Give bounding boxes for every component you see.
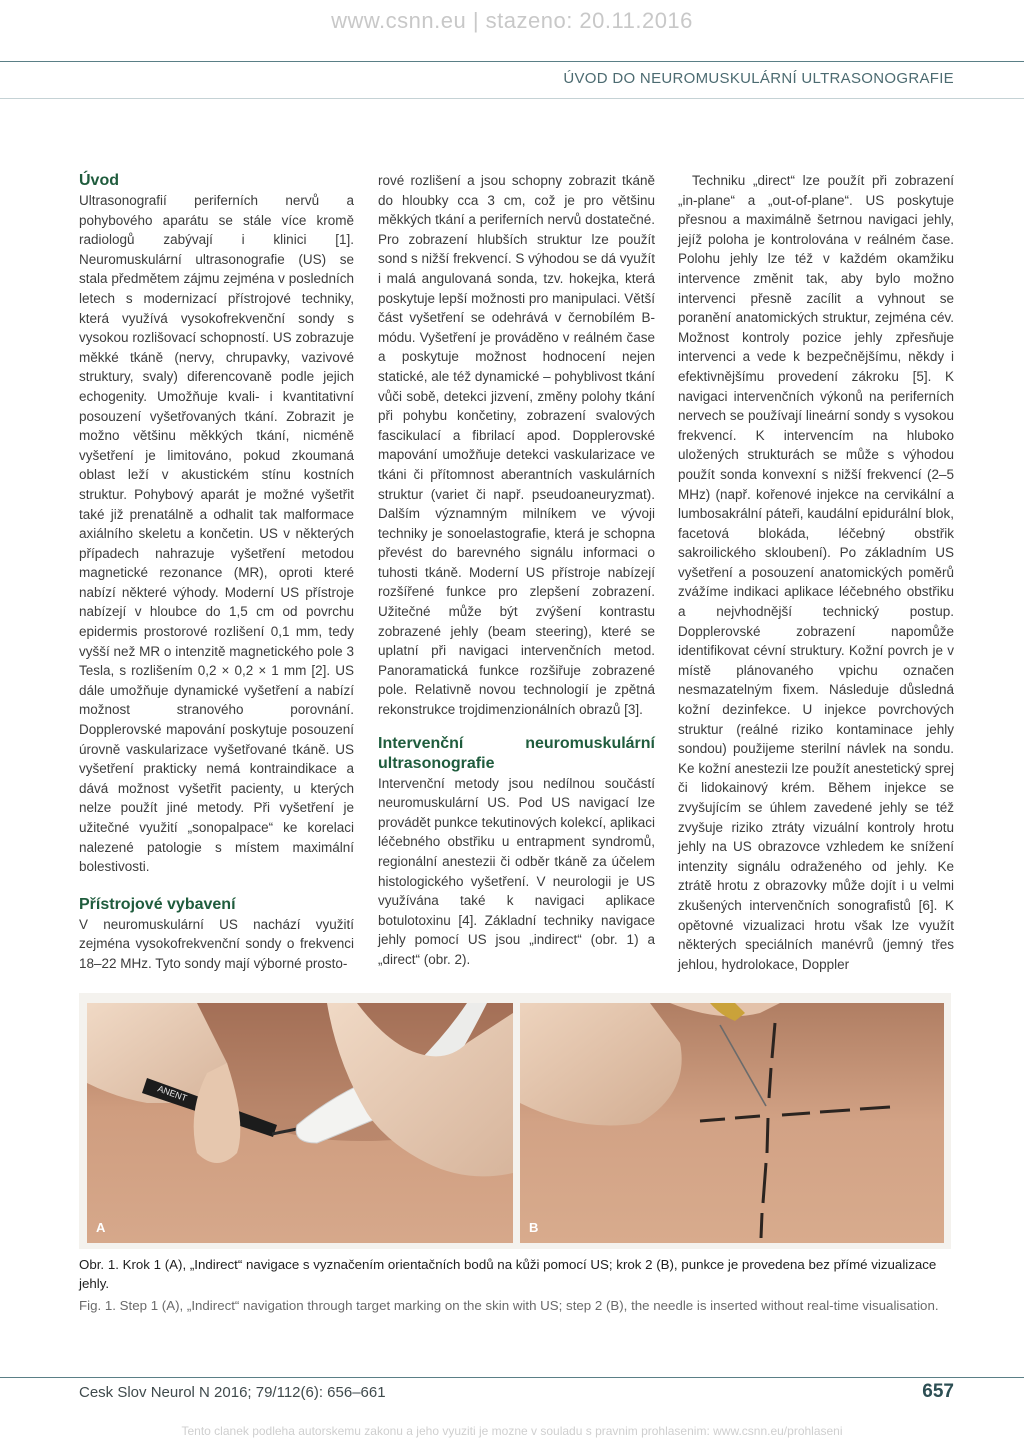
- paragraph-pristrojove-part1: V neuromuskulární US nachází využití zejména vysokofrekvenční sondy o frekvenci 18–22 MHz. Tyto sondy mají výborné prosto-: [79, 916, 354, 971]
- header-rule: [0, 61, 1024, 62]
- left-hand: [520, 1003, 682, 1126]
- footer-rule: [0, 1377, 1024, 1378]
- paragraph-intervencni-part1: Intervenční metody jsou nedílnou součástí neuromuskulární US. Pod US navigací lze provádět punkce tekutinových kolekcí, aplikaci léčebného obstřiku u entrapment syndromů, regionální anestezii či odběr tkáně za účelem histologického vyšetření. V neurologii je US využívána také k navigaci aplikace botulotoxinu [4]. Základní techniky navigace jehly pomocí US jsou „indirect“ (obr. 1) a „direct“ (obr. 2).: [378, 775, 655, 967]
- section-heading-pristrojove-vybaveni: Přístrojové vybavení: [79, 895, 236, 913]
- text-column-2: [378, 171, 655, 970]
- figure-caption-en: Fig. 1. Step 1 (A), „Indirect“ navigation through target marking on the skin with US; step 2 (B), the needle is inserted without real-time visualisation.: [79, 1298, 939, 1313]
- marker-label: ANENT: [156, 1083, 189, 1104]
- paragraph-pristrojove-part2: rové rozlišení a jsou schopny zobrazit tkáně do hloubky cca 3 cm, což je pro většinu měkkých tkání a periferních nervů dostatečné. Pro zobrazení hlubších struktur lze použít sond s nižší frekvencí. S výhodou se dá využít i malá angulovaná sonda, tzv. hokejka, která poskytuje lepší možnosti pro manipulaci. Větší část vyšetření se odehrává v černobílém B-módu. Vyšetření je prováděno v reálném čase a poskytuje možnost hodnocení nejen statické, ale též dynamické – pohyblivost tkání vůči sobě, detekci jizvení, změny polohy tkání při pohybu končetiny, zobrazení svalových fascikulací a fibrilací apod. Dopplerovské mapování umožňuje detekci vaskularizace ve tkáni či přítomnost aberantních vaskulárních struktur (variet či např. pseudoaneuryzmat). Dalším významným milníkem ve vývoji techniky je sonoelastografie, která je schopna převést do barevného signálu informaci o tuhosti tkáně. Moderní US přístroje nabízejí rozšířené funkce pro zlepšení zobrazení. Užitečné může být zvýšení kontrastu zobrazené jehly (beam steering), které se uplatní při navigaci intervenčních metod. Panoramatická funkce rozšiřuje zobrazené pole. Relativně novou technologií je zpětná rekonstrukce trojdimenzionálních obrazů [3].: [378, 173, 655, 718]
- photo-b-illustration: [520, 1003, 944, 1243]
- section-heading-uvod: Úvod: [79, 172, 119, 189]
- photo-a-illustration: [87, 1003, 513, 1243]
- figure-photo-a: [87, 1003, 513, 1243]
- journal-citation: Cesk Slov Neurol N 2016; 79/112(6): 656–661: [79, 1384, 386, 1401]
- download-watermark: www.csnn.eu | stazeno: 20.11.2016: [331, 8, 693, 33]
- page-number: 657: [922, 1381, 954, 1402]
- section-heading-intervencni: Intervenční neuromuskulární ultrasonografie: [378, 734, 655, 772]
- text-column-1: [79, 171, 354, 974]
- running-head: ÚVOD DO NEUROMUSKULÁRNÍ ULTRASONOGRAFIE: [563, 70, 954, 87]
- panel-label-b: B: [529, 1220, 539, 1235]
- paragraph-uvod: Ultrasonografií periferních nervů a pohybového aparátu se stále více kromě radiologů zabývají i klinici [1]. Neuromuskulární ultrasonografie (US) se stala předmětem zájmu zejména v posledních letech s modernizací přístrojové techniky, která využívá vysokofrekvenční sondy s vysokou rozlišovací schopností. US zobrazuje měkké tkáně (nervy, chrupavky, vazivové struktury, svaly) diferencovaně podle jejich echogenity. Umožňuje kvali- i kvantitativní posouzení vyšetřovaných tkání. Zobrazit je možno většinu měkkých tkání, nicméně vyšetření je limitováno, pokud zkoumaná oblast leží v akustickém stínu kostních struktur. Pohybový aparát je možné vyšetřit také již prenatálně a odhalit tak malformace axiálního skeletu a končetin. US v některých případech nahrazuje vyšetření metodou magnetické rezonance (MR), oproti které nabízí některé výhody. Moderní US přístroje nabízejí v hloubce do 1,5 cm od povrchu epidermis prostorové rozlišení 0,1 mm, tedy vyšší než MR o intenzitě magnetického pole 3 Tesla, s rozlišením 0,2 × 0,2 × 1 mm [2]. US dále umožňuje dynamické vyšetření a nabízí možnost stranového porovnání. Dopplerovské mapování poskytuje posouzení úrovně vaskularizace vyšetřované tkáně. US vyšetření prakticky nemá kontraindikace a dává možnost vyšetřit pacienty, u kterých nelze použít jiné metody. Při vyšetření je užitečné využití „sonopalpace“ ke korelaci nalezené patologie s místem maximální bolestivosti.: [79, 193, 354, 875]
- header-rule-lower: [0, 98, 1024, 99]
- figure-caption-cz: Obr. 1. Krok 1 (A), „Indirect“ navigace s vyznačením orientačních bodů na kůži pomocí US; krok 2 (B), punkce je provedena bez přímé vizualizace jehly.: [79, 1257, 937, 1291]
- paragraph-intervencni-part2: Techniku „direct“ lze použít při zobrazení „in-plane“ a „out-of-plane“. US poskytuje přesnou a maximálně šetrnou navigaci jehly, jejíž poloha je kontrolována v reálném čase. Polohu jehly lze též v každém okamžiku intervence změnit tak, aby bylo možno intervenci přesně zacílit a vyhnout se poranění anatomických struktur, zejména cév. Možnost kontroly pozice jehly zpřesňuje intervenci a vede k bezpečnějšímu, někdy i efektivnějšímu provedení zákroku [5]. K navigaci intervenčních výkonů na periferních nervech se používají lineární sondy s vysokou frekvencí. K intervencím na hluboko uložených strukturách se může s výhodou použít sonda konvexní s nižší frekvencí (2–5 MHz) (např. kořenové injekce na cervikální a lumbosakrální páteři, kaudální epidurální blok, facetová blokáda, léčebný obstřik sakroilického skloubení). Po základním US vyšetření a posouzení anatomických poměrů zvážíme indikaci aplikace léčebného obstřiku a nejvhodnější technický postup. Dopplerovské zobrazení napomůže identifikovat cévní struktury. Kožní povrch je v místě plánovaného vpichu označen nesmazatelným fixem. Následuje důsledná kožní dezinfekce. U injekce povrchových struktur (reálné riziko kontaminace jehly sondou) použijeme sterilní návlek na sondu. Ke kožní anestezii lze použít anestetický sprej či lidokainový krém. Během injekce se zvyšujícím se úhlem zavedené jehly se též zvyšuje riziko ztráty vizuální kontroly hrotu jehly na US obrazovce vzhledem ke snížení intenzity signálu odraženého od jehly. Ke ztrátě hrotu z obrazovky může dojít i u velmi zkušených intervenčních sonografistů [6]. K opětovné vizualizaci hrotu však lze využít některých speciálních manévrů (jemný třes jehlou, hydrolokace, Doppler: [678, 173, 954, 972]
- legal-watermark: Tento clanek podleha autorskemu zakonu a jeho vyuziti je mozne v souladu s pravnim prohlasenim: www.csnn.eu/prohlaseni: [181, 1424, 843, 1438]
- panel-label-a: A: [96, 1220, 106, 1235]
- text-column-3: [678, 171, 954, 974]
- figure-photo-b: [520, 1003, 944, 1243]
